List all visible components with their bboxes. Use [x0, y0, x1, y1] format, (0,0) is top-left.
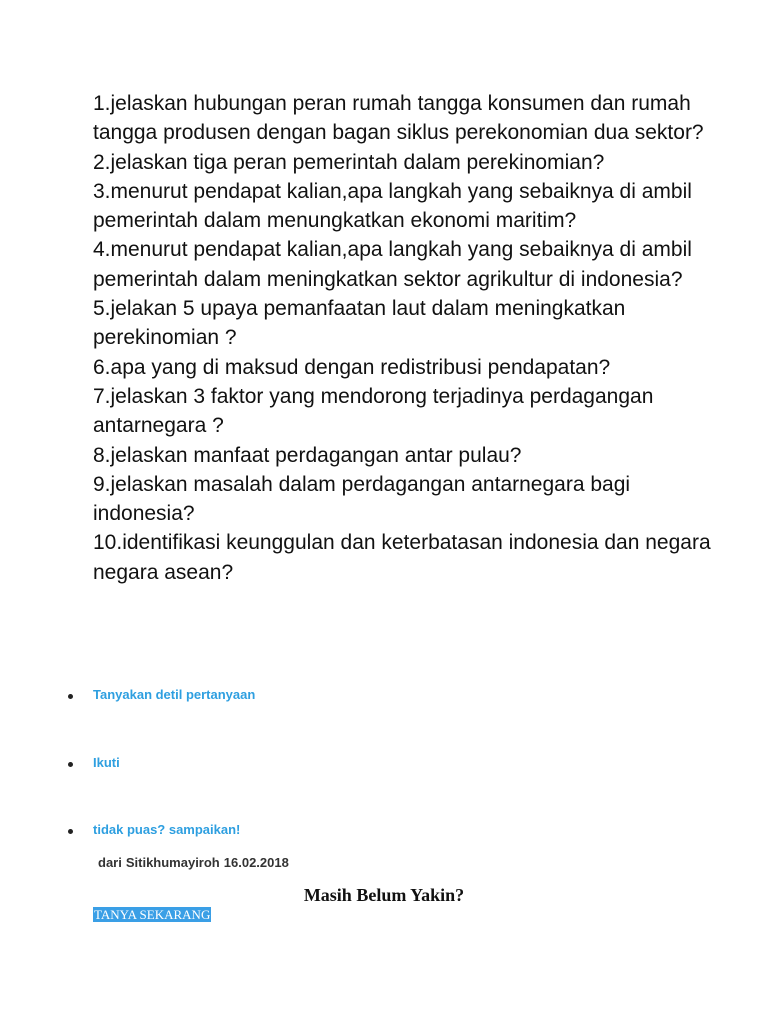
- action-item-ask-detail: [68, 687, 255, 702]
- follow-link[interactable]: Ikuti: [93, 755, 120, 770]
- question-2: 2.jelaskan tiga peran pemerintah dalam perekinomian?: [93, 150, 605, 174]
- ask-now-button[interactable]: TANYA SEKARANG: [94, 907, 211, 922]
- author-meta: [98, 855, 293, 870]
- promo-heading: Masih Belum Yakin?: [303, 885, 465, 905]
- action-item-report: [68, 822, 240, 837]
- post-date: 16.02.2018: [223, 855, 289, 870]
- author-name: Sitikhumayiroh: [125, 855, 220, 870]
- bullet-icon: [68, 762, 73, 767]
- ask-detail-link[interactable]: Tanyakan detil pertanyaan: [93, 687, 256, 702]
- question-10: 10.identifikasi keunggulan dan keterbatasan indonesia dan negara negara asean?: [93, 531, 711, 584]
- question-5: 5.jelakan 5 upaya pemanfaatan laut dalam meningkatkan perekinomian ?: [93, 297, 626, 350]
- bullet-icon: [68, 694, 73, 699]
- question-4: 4.menurut pendapat kalian,apa langkah yang sebaiknya di ambil pemerintah dalam meningkatkan sektor agrikultur di indonesia?: [93, 238, 692, 291]
- question-1: 1.jelaskan hubungan peran rumah tangga konsumen dan rumah tangga produsen dengan bagan siklus perekonomian dua sektor?: [93, 92, 704, 145]
- question-9: 9.jelaskan masalah dalam perdagangan antarnegara bagi indonesia?: [93, 472, 631, 526]
- question-6: 6.apa yang di maksud dengan redistribusi pendapatan?: [93, 355, 611, 379]
- question-7: 7.jelaskan 3 faktor yang mendorong terjadinya perdagangan antarnegara ?: [93, 384, 654, 438]
- question-list: [93, 89, 733, 587]
- report-link[interactable]: tidak puas? sampaikan!: [93, 822, 241, 837]
- question-3: 3.menurut pendapat kalian,apa langkah yang sebaiknya di ambil pemerintah dalam menungkatkan ekonomi maritim?: [93, 179, 692, 233]
- question-8: 8.jelaskan manfaat perdagangan antar pulau?: [93, 443, 522, 467]
- action-item-follow: [68, 755, 120, 770]
- bullet-icon: [68, 829, 73, 834]
- author-prefix: dari: [98, 855, 122, 870]
